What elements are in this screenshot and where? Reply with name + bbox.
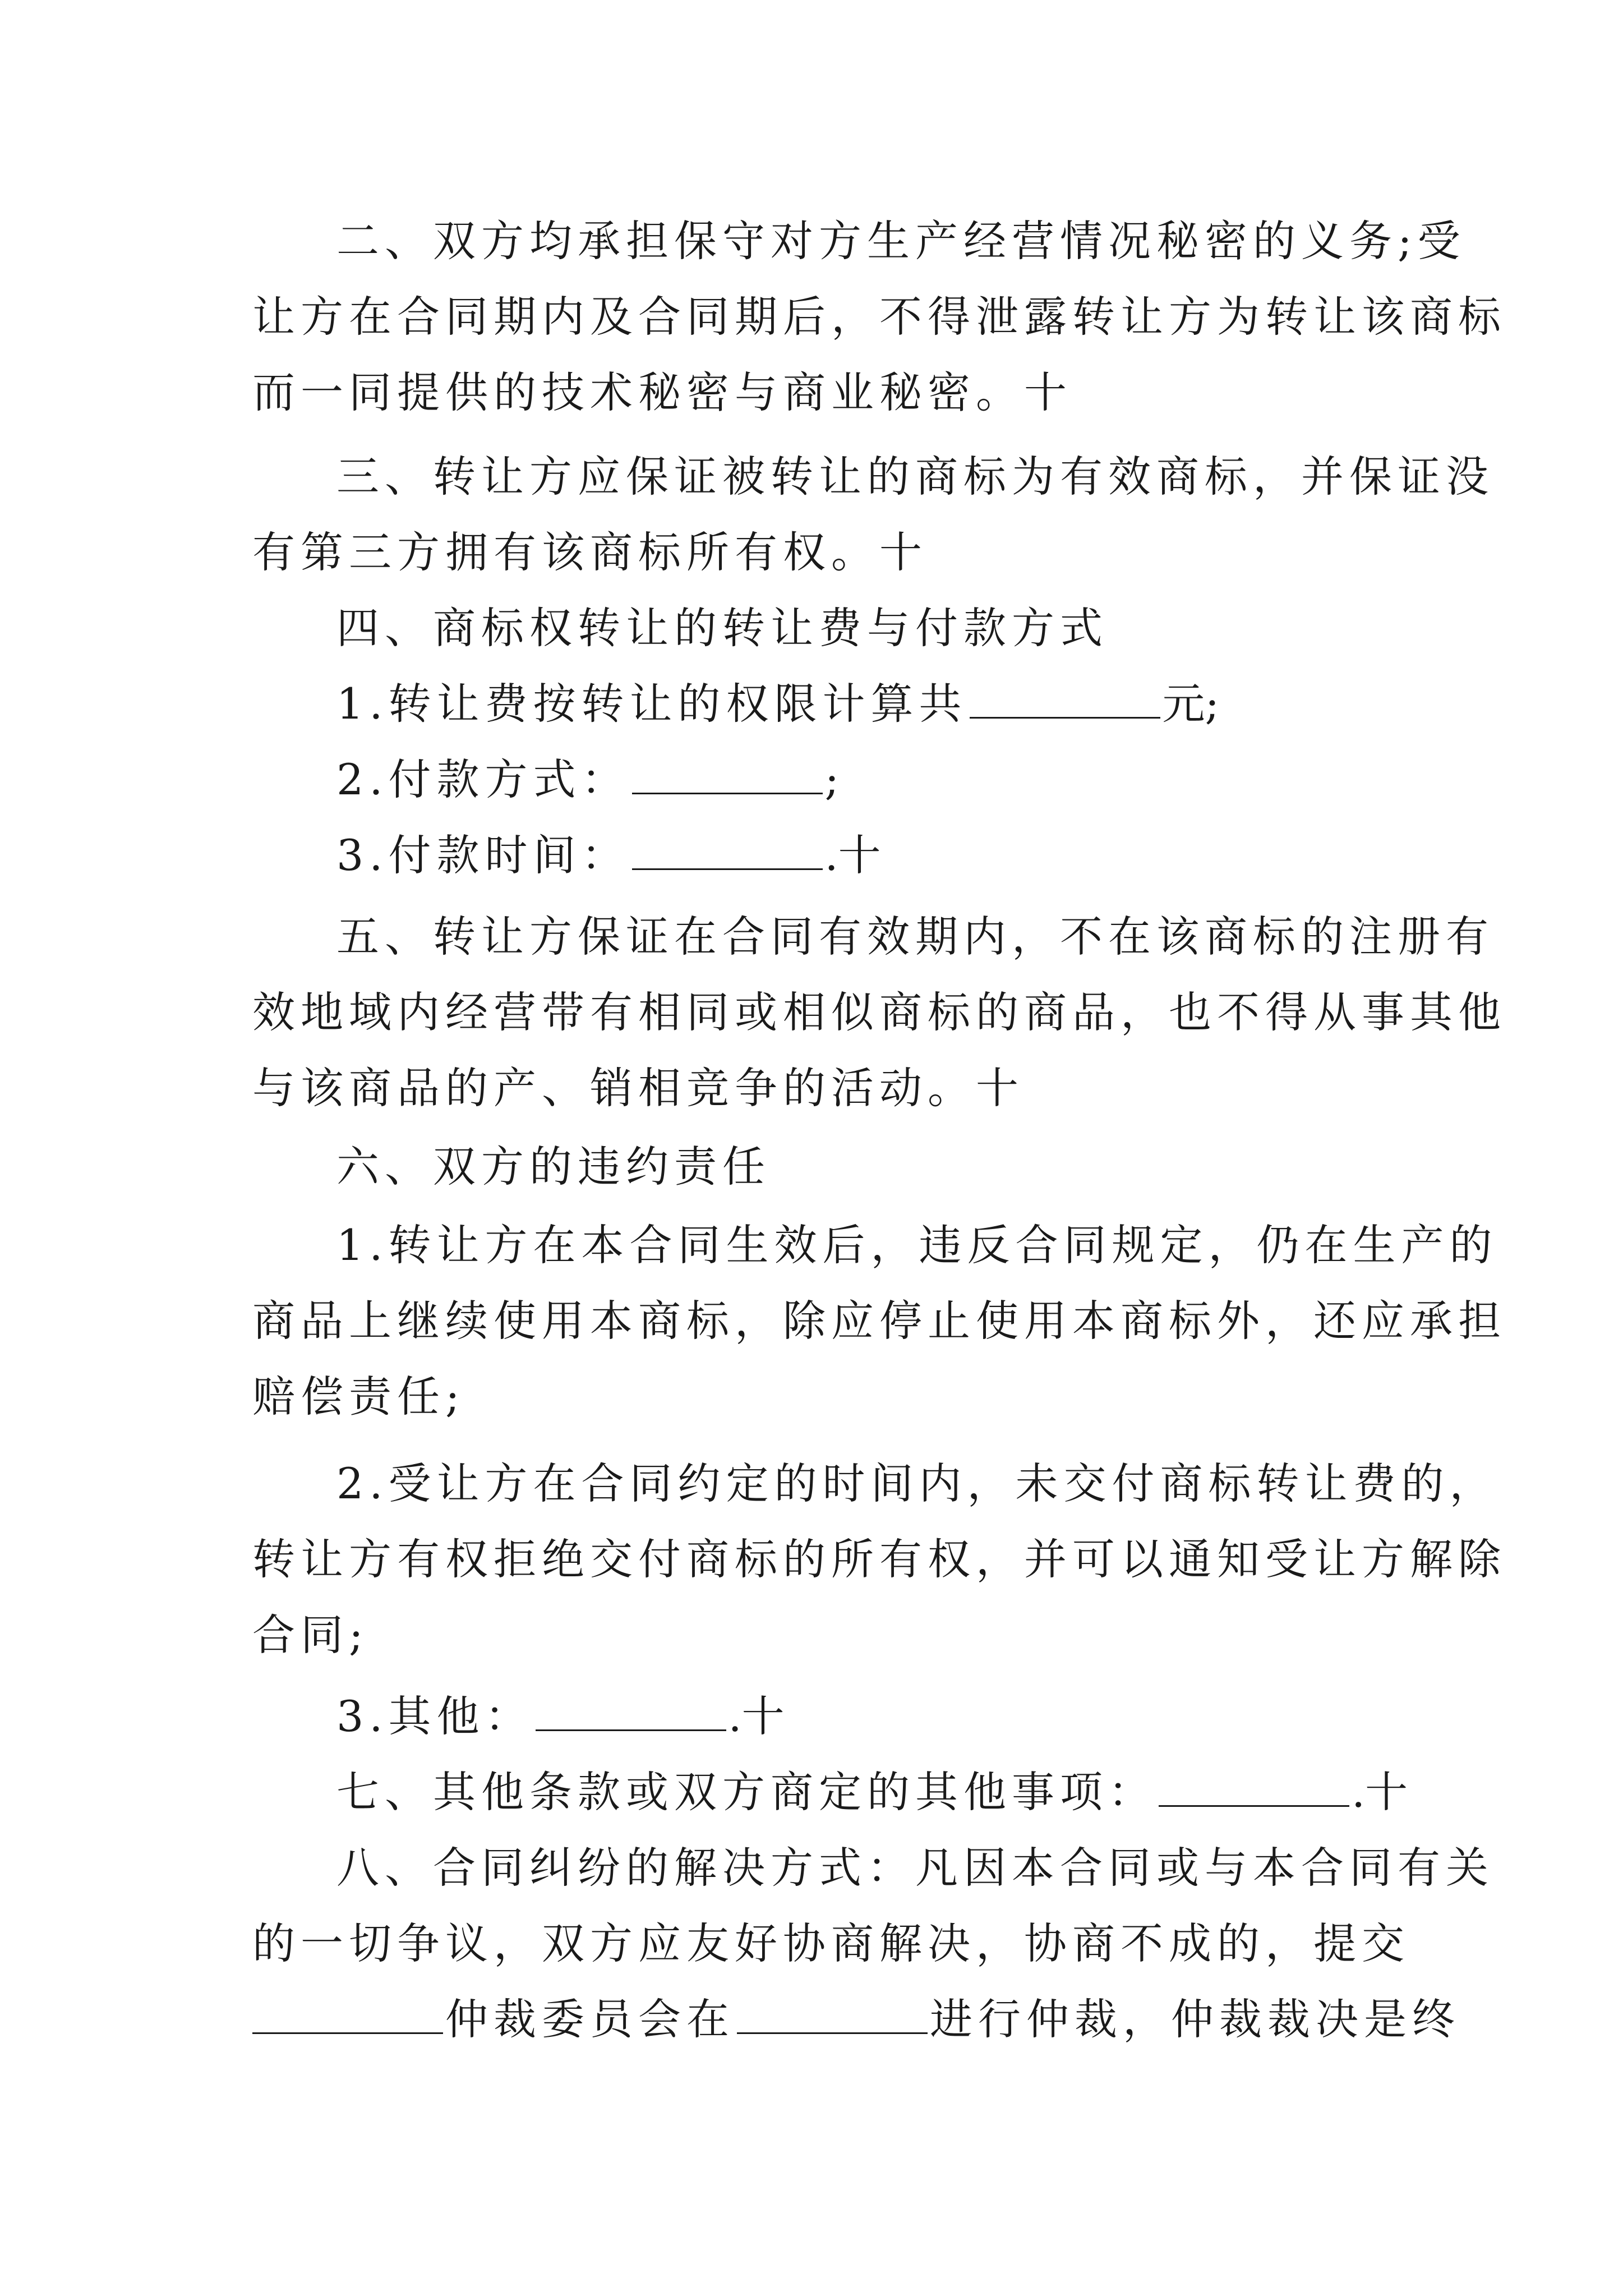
paragraph-5-line-2: 效地域内经营带有相同或相似商标的商品，也不得从事其他 — [252, 987, 1506, 1037]
breach-2-line-1: 2.受让方在合同约定的时间内，未交付商标转让费的， — [336, 1458, 1498, 1508]
paragraph-2-line-3: 而一同提供的技术秘密与商业秘密。十 — [252, 367, 1072, 417]
payment-time-suffix: .十 — [824, 830, 881, 880]
arbitration-place-blank — [737, 1993, 928, 2034]
paragraph-3-line-1: 三、转让方应保证被转让的商标为有效商标，并保证没 — [336, 452, 1494, 501]
fee-suffix: 元; — [1162, 679, 1220, 729]
section-7-item — [336, 1759, 1408, 1826]
section-8-line-2: 的一切争议，双方应友好协商解决，协商不成的，提交 — [252, 1918, 1410, 1968]
other-blank — [536, 1690, 726, 1731]
other-suffix: .十 — [728, 1691, 785, 1741]
breach-2-line-3: 合同; — [252, 1610, 369, 1660]
paragraph-5-line-1: 五、转让方保证在合同有效期内，不在该商标的注册有 — [336, 912, 1494, 961]
payment-method-blank — [632, 753, 823, 794]
section-8-line-1: 八、合同纠纷的解决方式：凡因本合同或与本合同有关 — [336, 1843, 1494, 1893]
payment-time-label: 3.付款时间： — [336, 830, 630, 880]
paragraph-2-line-2: 让方在合同期内及合同期后，不得泄露转让方为转让该商标 — [252, 292, 1506, 342]
arbitration-suffix-text: 进行仲裁，仲裁裁决是终 — [930, 1994, 1460, 2044]
other-terms-blank — [1159, 1766, 1349, 1807]
section-6-heading: 六、双方的违约责任 — [336, 1142, 771, 1191]
other-terms-label: 七、其他条款或双方商定的其他事项： — [336, 1767, 1156, 1817]
breach-1-line-2: 商品上继续使用本商标，除应停止使用本商标外，还应承担 — [252, 1296, 1506, 1346]
payment-time-blank — [632, 829, 823, 870]
section-8-line-3 — [252, 1986, 1460, 2053]
payment-method-suffix: ; — [824, 754, 840, 804]
breach-3-item — [336, 1683, 785, 1750]
fee-label: 1.转让费按转让的权限计算共 — [336, 679, 967, 729]
other-label: 3.其他： — [336, 1691, 533, 1741]
other-terms-suffix: .十 — [1352, 1767, 1408, 1817]
payment-time-item — [336, 822, 881, 889]
breach-1-line-1: 1.转让方在本合同生效后，违反合同规定，仍在生产的 — [336, 1220, 1498, 1270]
paragraph-3-line-2: 有第三方拥有该商标所有权。十 — [252, 527, 928, 577]
paragraph-2-line-1: 二、双方均承担保守对方生产经营情况秘密的义务;受 — [336, 216, 1466, 266]
section-4-heading: 四、商标权转让的转让费与付款方式 — [336, 603, 1108, 653]
breach-2-line-2: 转让方有权拒绝交付商标的所有权，并可以通知受让方解除 — [252, 1534, 1506, 1584]
breach-1-line-3: 赔偿责任; — [252, 1372, 465, 1421]
paragraph-5-line-3: 与该商品的产、销相竞争的活动。十 — [252, 1063, 1024, 1113]
fee-blank — [970, 678, 1160, 719]
fee-item — [336, 670, 1219, 738]
arbitration-mid-text: 仲裁委员会在 — [445, 1994, 735, 2044]
payment-method-label: 2.付款方式： — [336, 754, 630, 804]
arbitration-commission-blank — [252, 1993, 443, 2034]
payment-method-item — [336, 746, 839, 813]
